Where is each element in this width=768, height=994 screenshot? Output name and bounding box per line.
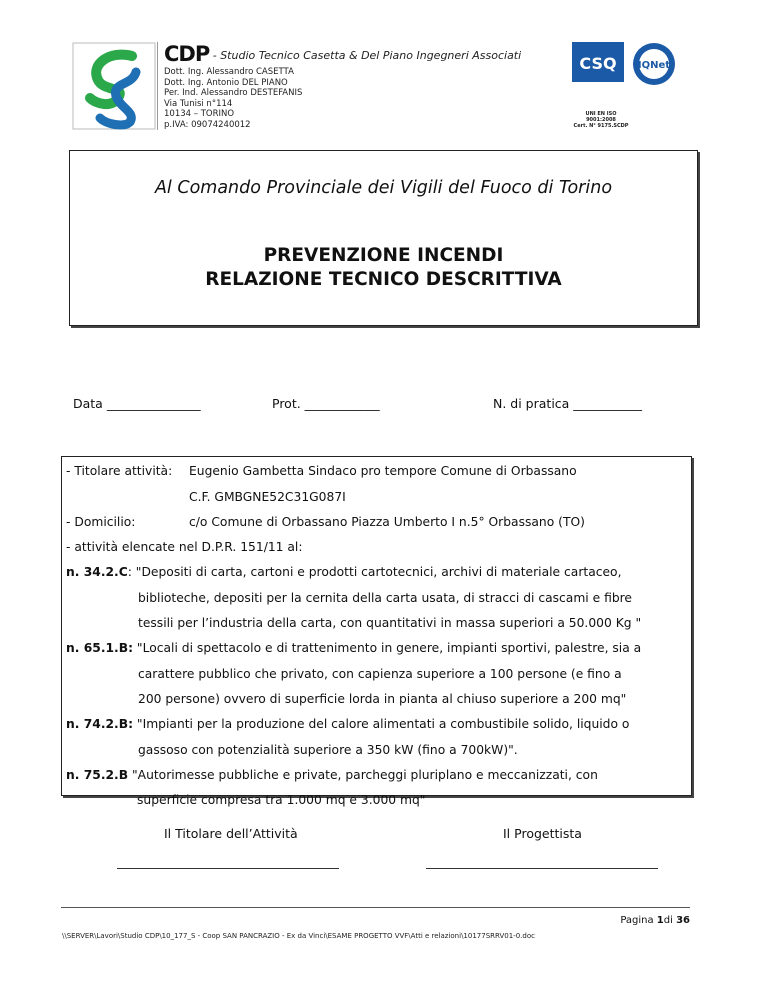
domicilio-label: - Domicilio:: [66, 515, 136, 529]
activity-code: n. 65.1.B:: [66, 641, 134, 655]
activity-text: carattere pubblico che privato, con capienza superiore a 100 persone (e fino a: [138, 667, 622, 681]
cert-caption: [572, 111, 630, 129]
activity-code: n. 74.2.B:: [66, 717, 134, 731]
protocol-field: Prot. ____________: [272, 396, 380, 411]
studio-logo: [72, 42, 156, 130]
address-line: Dott. Ing. Antonio DEL PIANO: [164, 77, 288, 88]
certification-logos: [572, 42, 687, 108]
page-number: [620, 915, 690, 926]
activity-text: "Autorimesse pubbliche e private, parcheggi pluriplano e meccanizzati, con: [128, 768, 598, 782]
activity-text: biblioteche, depositi per la cernita della carta usata, di stracci di cascami e fibre: [138, 591, 633, 605]
title-line: RELAZIONE TECNICO DESCRITTIVA: [205, 269, 562, 290]
owner-signature-line: [117, 868, 339, 869]
activity-code: n. 34.2.C: [66, 565, 128, 579]
designer-signature-line: [426, 868, 658, 869]
address-line: Via Tunisi n°114: [164, 98, 233, 109]
studio-name: [164, 42, 521, 66]
activity-text: superficie compresa tra 1.000 mq e 3.000 mq": [137, 793, 426, 807]
activity-text: "Impianti per la produzione del calore alimentati a combustibile solido, liquido o: [133, 717, 630, 731]
activity-text: gassoso con potenzialità superiore a 350 kW (fino a 700kW)".: [138, 743, 518, 757]
title-line: PREVENZIONE INCENDI: [263, 245, 504, 266]
csq-logo-text: CSQ: [579, 54, 617, 73]
activity-intro: - attività elencate nel D.P.R. 151/11 al:: [66, 540, 303, 554]
activity-item: [66, 565, 622, 579]
iqnet-logo-text: IQNet: [637, 60, 671, 71]
activity-item: [66, 641, 641, 655]
data-field: Data _______________: [73, 396, 201, 411]
titolare-value: Eugenio Gambetta Sindaco pro tempore Comune di Orbassano: [189, 464, 577, 478]
activity-text: : "Depositi di carta, cartoni e prodotti cartotecnici, archivi di materiale cartaceo,: [127, 565, 622, 579]
file-path: \\SERVER\Lavori\Studio CDP\10_177_S - Coop SAN PANCRAZIO - Ex da Vinci\ESAME PROGETTO VVF\Atti e relazioni\10177SRRV01-0.doc: [62, 932, 535, 940]
activity-details-box: [61, 456, 692, 796]
owner-signature-label: Il Titolare dell’Attività: [164, 826, 298, 841]
recipient-line: Al Comando Provinciale dei Vigili del Fuoco di Torino: [154, 178, 613, 198]
pratica-field: N. di pratica ___________: [493, 396, 643, 411]
cert-standard: UNI EN ISO 9001:2008: [585, 111, 617, 123]
activity-text: 200 persone) ovvero di superficie lorda in pianta al chiuso superiore a 200 mq": [138, 692, 627, 706]
document-title: [70, 244, 697, 292]
page-total: 36: [676, 915, 690, 926]
footer-rule: [61, 907, 690, 908]
activity-text: "Locali di spettacolo e di trattenimento in genere, impianti sportivi, palestre, sia a: [133, 641, 642, 655]
activity-item: [66, 768, 598, 782]
designer-signature-label: Il Progettista: [503, 826, 582, 841]
cert-number: Cert. N° 9175.SCDP: [573, 123, 629, 129]
activity-text: tessili per l’industria della carta, con quantitativi in massa superiori a 50.000 Kg ": [138, 616, 642, 630]
brand-subtitle: - Studio Tecnico Casetta & Del Piano Ingegneri Associati: [212, 49, 522, 62]
studio-address: [164, 67, 302, 131]
page-current: 1: [656, 915, 664, 926]
brand-mark: CDP: [164, 42, 210, 66]
title-box: [69, 150, 698, 326]
page-mid: di: [663, 915, 677, 926]
address-line: Dott. Ing. Alessandro CASETTA: [164, 67, 294, 77]
activity-code: n. 75.2.B: [66, 768, 129, 782]
activity-item: [66, 717, 629, 731]
titolare-label: - Titolare attività:: [66, 464, 173, 478]
address-line: Per. Ind. Alessandro DESTEFANIS: [164, 88, 303, 99]
header-divider: [157, 42, 158, 130]
address-line: p.IVA: 09074240012: [164, 119, 251, 130]
address-line: 10134 – TORINO: [164, 109, 235, 120]
domicilio-value: c/o Comune di Orbassano Piazza Umberto I n.5° Orbassano (TO): [189, 515, 585, 529]
codice-fiscale: C.F. GMBGNE52C31G087I: [189, 490, 346, 504]
page-prefix: Pagina: [620, 915, 657, 926]
